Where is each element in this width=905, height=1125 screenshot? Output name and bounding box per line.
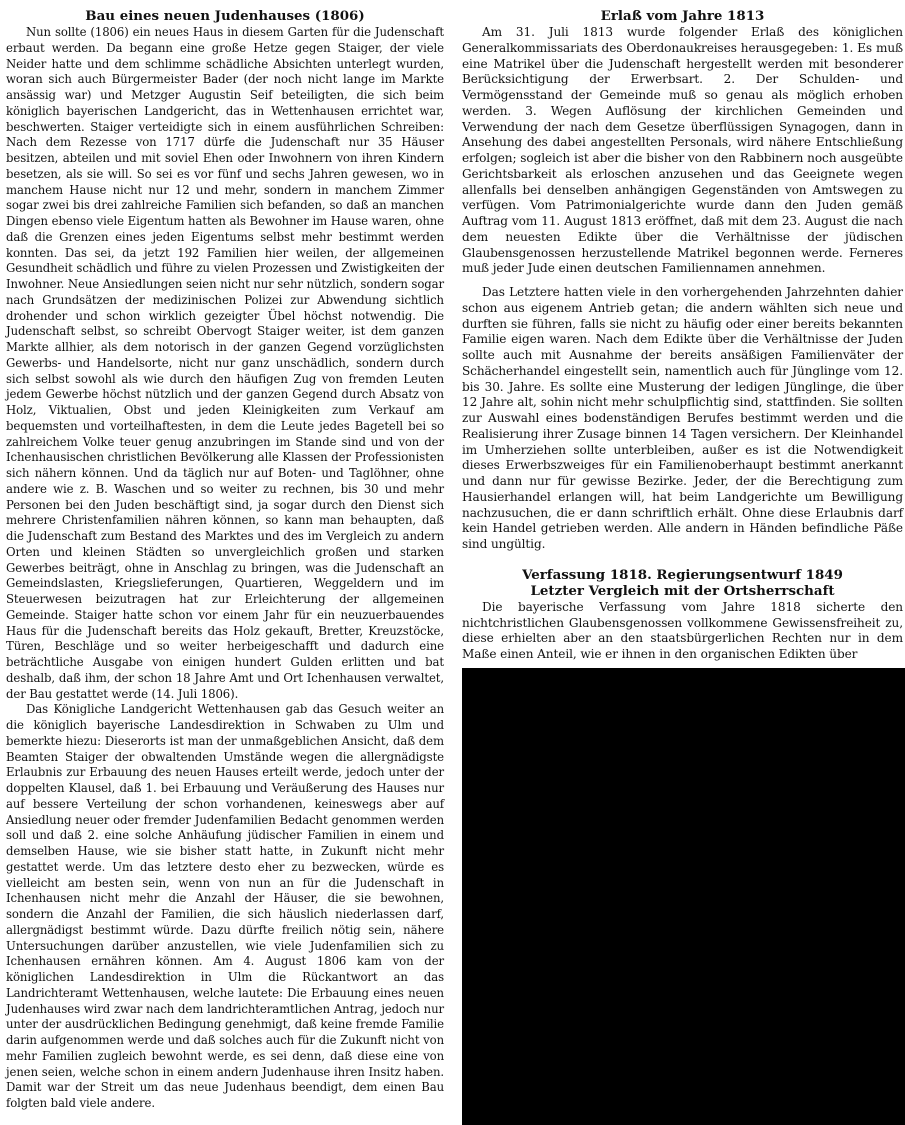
paragraph: Am 31. Juli 1813 wurde folgender Erlaß des königlichen Generalkommissariats des Oberdonaukreises herausgegeben: 1. Es muß eine Matrikel über die Judenschaft hergestellt werden mit besonderer Berücksichtigung der Erwerbsart. 2. Der Schulden- und Vermögensstand der Gemeinde muß so genau als möglich erhoben werden. 3. Wegen Auflösung der kirchlichen Gemeinden und Verwendung der nach dem Gesetze überflüssigen Synagogen, dann in Ansehung des dabei angestellten Personals, wird nähere Entschließung erfolgen; sogleich ist aber die bisher von den Rabbinern noch ausgeübte Gerichtsbarkeit als erloschen anzusehen und das Geeignete wegen allenfalls bei denselben anhängigen Gegenständen von Amtswegen zu verfügen. Vom Patrimonialgerichte wurde dann den Juden gemäß Auftrag vom 11. August 1813 eröffnet, daß mit dem 23. August die nach dem neuesten Edikte über die Verhältnisse der jüdischen Glaubensgenossen herzustellende Matrikel begonnen werde. Ferneres muß jeder Jude einen deutschen Familiennamen annehmen. bbox=[462, 25, 903, 276]
section-gap bbox=[462, 553, 903, 567]
paragraph: Das Letztere hatten viele in den vorhergehenden Jahrzehnten dahier schon aus eigenem Antrieb getan; die andern wählten sich neue und durften sie führen, falls sie nicht zu häufig oder einer bereits bekannten Familie eigen waren. Nach dem Edikte über die Verhältnisse der Juden sollte auch mit Ausnahme der bereits ansäßigen Familienväter der Schächerhandel eingestellt sein, namentlich auch für Jünglinge vom 12. bis 30. Jahre. Es sollte eine Musterung der ledigen Jünglinge, die über 12 Jahre alt, sohin nicht mehr schulpflichtig sind, stattfinden. Sie sollten zur Auswahl eines bodenständigen Berufes bestimmt werden und die Realisierung ihrer Zusage binnen 14 Tagen versichern. Der Kleinhandel im Umherziehen sollte unterbleiben, außer es ist die Notwendigkeit dieses Erwerbszweiges für ein Familienoberhaupt bestimmt anerkannt und dann nur für gewisse Bezirke. Jeder, der die Berechtigung zum Hausierhandel erlangen will, hat beim Landgerichte um Bewilligung nachzusuchen, die er dann schriftlich erhält. Ohne diese Erlaubnis darf kein Handel getrieben werden. Alle andern in Händen befindliche Päße sind ungültig. bbox=[462, 285, 903, 551]
paragraph: Die bayerische Verfassung vom Jahre 1818 sicherte den nichtchristlichen Glaubensgenossen vollkommene Gewissensfreiheit zu, diese erhielten aber an den staatsbürgerlichen Rechten nur in dem Maße einen Anteil, wie er ihnen in den organischen Edikten über bbox=[462, 599, 903, 661]
section-heading-judenhaus: Bau eines neuen Judenhauses (1806) bbox=[85, 8, 365, 24]
paragraph: Das Königliche Landgericht Wettenhausen gab das Gesuch weiter an die königlich bayerische Landesdirektion in Schwaben zu Ulm und bemerkte hiezu: Dieserorts ist man der unmaßgeblichen Ansicht, daß dem Beamten Staiger der obwaltenden Umstände wegen die allergnädigste Erlaubnis zur Erbauung des neuen Hauses erteilt werde, jedoch unter der doppelten Klausel, daß 1. bei Erbauung und Veräußerung des Hauses nur auf bessere Verteilung der schon vorhandenen, keineswegs aber auf Ansiedlung neuer oder fremder Judenfamilien Bedacht genommen werden soll und daß 2. eine solche Anhäufung jüdischer Familien in einem und demselben Hause, wie sie bisher statt hatte, in Zukunft nicht mehr gestattet werde. Um das letztere desto eher zu bezwecken, würde es vielleicht am besten sein, wenn von nun an für die Judenschaft in Ichenhausen nicht mehr die Anzahl der Häuser, die sie bewohnen, sondern die Anzahl der Familien, die sich häuslich niederlassen darf, allergnädigst bestimmt würde. Dazu dürfte freilich nötig sein, nähere Untersuchungen darüber anzustellen, wie viele Judenfamilien sich zu Ichenhausen ernähren können. Am 4. August 1806 kam von der königlichen Landesdirektion in Ulm die Rückantwort an das Landrichteramt Wettenhausen, welche lautete: Die Erbauung eines neuen Judenhauses wird zwar nach dem landrichteramtlichen Antrag, jedoch nur unter der ausdrücklichen Bedingung genehmigt, daß keine fremde Familie darin aufgenommen werde und daß solches auch für die Zukunft nicht von mehr Familien zugleich bewohnt werde, es sei denn, daß diese eine von jenen seien, welche schon in einem andern Judenhause ihren Insitz haben. Damit war der Streit um das neue Judenhaus beendigt, dem einen Bau folgten bald viele andere. bbox=[6, 702, 444, 1110]
paragraph: Nun sollte (1806) ein neues Haus in diesem Garten für die Judenschaft erbaut werden. Da begann eine große Hetze gegen Staiger, der viele Neider hatte und dem schlimme schädliche Absichten unterlegt wurden, woran sich auch Bürgermeister Bader (der noch nicht lange im Markte ansässig war) und Metzger Augustin Seif beteiligten, die sich beim königlich bayerischen Landgericht, das in Wettenhausen errichtet war, beschwerten. Staiger verteidigte sich in einem ausführlichen Schreiben: Nach dem Rezesse von 1717 dürfe die Judenschaft nur 35 Häuser besitzen, abteilen und mit soviel Ehen oder Inwohnern von ihren Kindern besetzen, als sie will. So sei es vor fünf und sechs Jahren gewesen, wo in manchem Hause nicht nur 12 und mehr, sondern in manchem Zimmer sogar zwei bis drei zahlreiche Familien sich befanden, so daß an manchen Dingen ebenso viele Eigentum hatten als Bewohner im Hause waren, ohne daß die Grenzen eines jeden Eigentums selbst mehr bestimmt werden konnten. Das sei, da jetzt 192 Familien hier weilen, der allgemeinen Gesundheit schädlich und führe zu vielen Prozessen und Zwistigkeiten der Inwohner. Neue Ansiedlungen seien nicht nur sehr nützlich, sondern sogar nach Grundsätzen der medizinischen Polizei zur Abwendung sichtlich drohender und schon wirklich gezeigter Übel höchst notwendig. Die Judenschaft selbst, so schreibt Obervogt Staiger weiter, ist dem ganzen Markte allhier, als dem notorisch in der ganzen Gegend vorzüglichsten Gewerbs- und Handelsorte, nicht nur ganz unschädlich, sondern durch sich selbst sowohl als wie durch den häufigen Zug von fremden Leuten jedem Gewerbe höchst nützlich und der ganzen Gegend durch Absatz von Holz, Viktualien, Obst und jeden Kleinigkeiten zum Verkauf am bequemsten und vorteilhaftesten, in dem die Leute jedes Bagetell bei so zahlreichem Volke teuer genug anzubringen im Stande sind und von der Ichenhausischen christlichen Bevölkerung alle Klassen der Professionisten sich nähern können. Und da täglich nur auf Boten- und Taglöhner, ohne andere wie z. B. Waschen und so weiter zu rechnen, bis 30 und mehr Personen bei den Juden beschäftigt sind, ja sogar durch den Dienst sich mehrere Christenfamilien nähren können, so kann man behaupten, daß die Judenschaft zum Bestand des Marktes und des im Vergleich zu andern Orten und kleinen Städten so unvergleichlich großen und starken Gewerbes beiträgt, ohne in Anschlag zu bringen, was die Judenschaft an Gemeindslasten, Kriegslieferungen, Quartieren, Weggeldern und im Steuerwesen beizutragen hat zur Erleichterung der allgemeinen Gemeinde. Staiger hatte schon vor einem Jahr für ein neuzuerbauendes Haus für die Judenschaft bereits das Holz gekauft, Bretter, Kreuzstöcke, Türen, Beschläge und so weiter herbeigeschafft und dadurch eine beträchtliche Ausgabe von einigen hundert Gulden erlitten und bat deshalb, daß ihm, der schon 18 Jahre Amt und Ort Ichenhausen verwaltet, der Bau gestattet werde (14. Juli 1806). bbox=[6, 25, 444, 701]
heading-line: Letzter Vergleich mit der Ortsherrschaft bbox=[530, 582, 835, 599]
heading-line: Verfassung 1818. Regierungsentwurf 1849 bbox=[522, 566, 843, 583]
left-column bbox=[6, 8, 444, 1112]
section-heading-verfassung bbox=[462, 567, 903, 599]
section-heading-erlass-1813: Erlaß vom Jahre 1813 bbox=[600, 8, 765, 24]
redacted-area bbox=[462, 668, 905, 1125]
paragraph-gap bbox=[462, 277, 903, 285]
right-column bbox=[462, 8, 903, 663]
